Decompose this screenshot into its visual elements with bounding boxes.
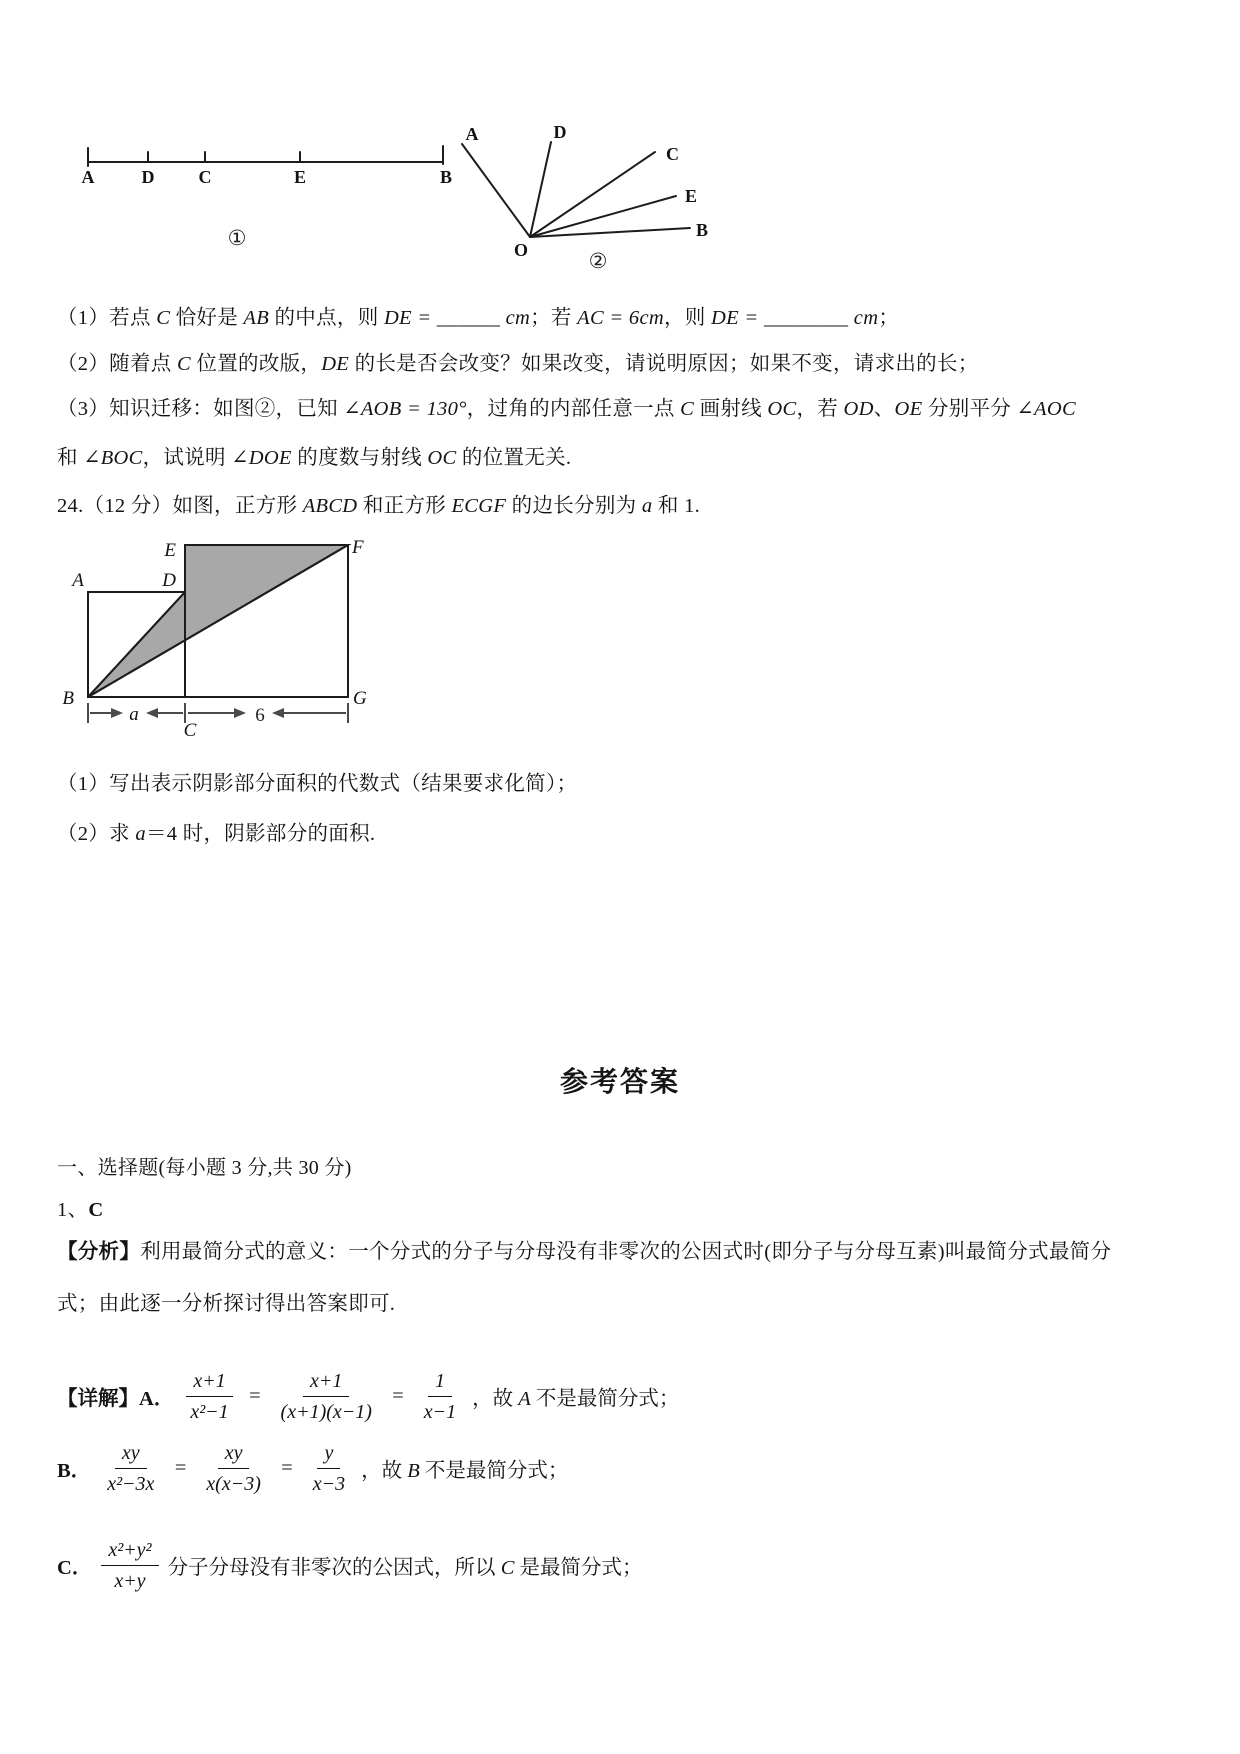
figure-2-rays (462, 122, 708, 273)
vertex-label: O (513, 240, 529, 260)
point-label: G (353, 688, 367, 709)
point-label: D (141, 167, 155, 187)
numerator: 1 (428, 1369, 452, 1397)
numerator: xy (115, 1441, 147, 1469)
q24-intro: 24.（12 分）如图，正方形 ABCD 和正方形 ECGF 的边长分别为 a 和 1. (57, 495, 701, 517)
denominator: x−1 (423, 1400, 457, 1423)
numerator: x+1 (186, 1369, 232, 1397)
q24-part2: （2）求 a＝4 时，阴影部分的面积. (57, 823, 376, 845)
equals-sign: = (247, 1384, 262, 1407)
denominator: x+y (114, 1569, 146, 1592)
q23-part2: （2）随着点 C 位置的改版，DE 的长是否会改变？如果改变，请说明原因；如果不变，请求出的长； (57, 353, 979, 375)
point-label: F (352, 537, 364, 558)
point-label: C (183, 720, 197, 741)
denominator: (x+1)(x−1) (280, 1400, 372, 1423)
detail-line-c (57, 1520, 643, 1610)
answer-1: 1、C (57, 1199, 104, 1221)
figure-1-segment (82, 146, 453, 250)
numerator: x+1 (303, 1369, 349, 1397)
fraction (306, 1441, 352, 1496)
detail-a-lead: 【详解】A． (57, 1388, 175, 1410)
point-label: C (666, 144, 679, 164)
point-label: B (439, 167, 453, 187)
numerator: xy (218, 1441, 250, 1469)
point-label: D (553, 122, 567, 142)
detail-b-tail: ，故 B 不是最简分式； (361, 1460, 569, 1482)
denominator: x²−3x (107, 1472, 155, 1495)
fraction (183, 1369, 235, 1424)
point-label: E (685, 186, 698, 206)
point-label: A (72, 570, 84, 591)
detail-c-lead: C． (57, 1557, 93, 1579)
point-label: C (198, 167, 212, 187)
figure-2-caption: ② (588, 249, 608, 273)
ray-OD (530, 142, 551, 237)
point-label: A (81, 167, 95, 187)
point-label: B (696, 220, 709, 240)
point-label: E (164, 540, 176, 561)
point-label: B (62, 688, 74, 709)
numerator: x²+y² (101, 1538, 158, 1566)
fraction (101, 1538, 158, 1593)
denominator: x²−1 (190, 1400, 229, 1423)
fraction (100, 1441, 161, 1496)
equals-sign: = (173, 1456, 188, 1479)
detail-a-tail: ，故 A 不是最简分式； (472, 1388, 680, 1410)
dim-label-a: a (129, 704, 139, 725)
denominator: x(x−3) (206, 1472, 261, 1495)
dim-label-6: 6 (255, 705, 265, 726)
q23-part1: （1）若点 C 恰好是 AB 的中点，则 DE = ______ cm；若 AC = 6cm，则 DE = ________ cm； (57, 307, 900, 329)
q23-part3-line2: 和 ∠BOC，试说明 ∠DOE 的度数与射线 OC 的位置无关. (57, 447, 572, 469)
dimension-arrows (88, 703, 348, 726)
denominator: x−3 (312, 1472, 346, 1495)
arrow-right-icon (234, 708, 246, 718)
equals-sign: = (390, 1384, 405, 1407)
detail-c-tail: 分子分母没有非零次的公因式，所以 C 是最简分式； (167, 1557, 643, 1579)
fraction (417, 1369, 463, 1424)
point-label: A (465, 124, 479, 144)
answer-key-title: 参考答案 (559, 1067, 680, 1098)
detail-line-b (57, 1424, 568, 1512)
point-label: D (162, 570, 176, 591)
detail-b-lead: B． (57, 1460, 92, 1482)
fraction (199, 1441, 268, 1496)
ray-OC (530, 152, 655, 237)
q23-part3-line1: （3）知识迁移：如图②，已知 ∠AOB = 130°，过角的内部任意一点 C 画射线 OC，若 OD、OE 分别平分 ∠AOC (57, 398, 1076, 420)
analysis-line1: 【分析】利用最简分式的意义：一个分式的分子与分母没有非零次的公因式时(即分子与分母互素)叫最简分式最简分 (57, 1241, 1112, 1263)
figure-24-squares (45, 520, 375, 745)
analysis-line2: 式；由此逐一分析探讨得出答案即可. (57, 1293, 396, 1315)
arrow-right-icon (111, 708, 123, 718)
q24-part1: （1）写出表示阴影部分面积的代数式（结果要求化简）； (57, 773, 578, 795)
ray-OA (462, 144, 530, 237)
answer-section-heading: 一、选择题(每小题 3 分,共 30 分) (57, 1157, 352, 1179)
equals-sign: = (279, 1456, 294, 1479)
fraction (274, 1369, 379, 1424)
figure-segment-and-rays (55, 95, 755, 280)
point-label: E (293, 167, 307, 187)
numerator: y (317, 1441, 340, 1469)
figure-1-caption: ① (227, 226, 247, 250)
